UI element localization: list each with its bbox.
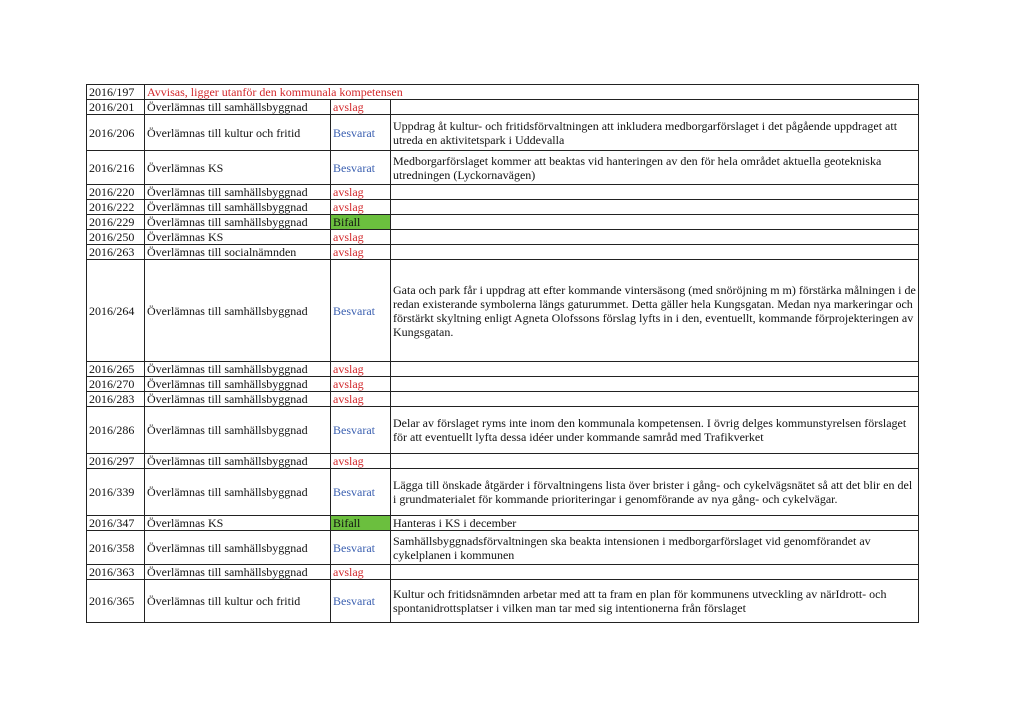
comment-text: Gata och park får i uppdrag att efter kommande vintersäsong (med snöröjning m m) förstärka målningen i de redan existerande symbolerna längs gaturummet. Detta gäller hela Kungsgatan. Medan nya markeringar och förstärkt skyltning enligt Agneta Olofssons förslag lyfts in i den, eventuellt, kommande förprojekteringen av Kungsgatan.: [391, 260, 919, 362]
table-row: [87, 115, 919, 151]
case-number: 2016/220: [87, 185, 145, 200]
comment-text: Kultur och fritidsnämnden arbetar med att ta fram en plan för kommunens utveckling av närIdrott- och spontanidrottsplatser i vilken man tar med sig intentionerna från förslaget: [391, 580, 919, 623]
case-number: 2016/365: [87, 580, 145, 623]
action-text: Överlämnas till kultur och fritid: [145, 580, 331, 623]
action-text: Överlämnas till samhällsbyggnad: [145, 100, 331, 115]
case-number: 2016/216: [87, 151, 145, 185]
case-number: 2016/347: [87, 516, 145, 531]
table-row: [87, 454, 919, 469]
table-row: [87, 469, 919, 516]
case-number: 2016/201: [87, 100, 145, 115]
action-text: Överlämnas till kultur och fritid: [145, 115, 331, 151]
comment-text: [391, 215, 919, 230]
comment-text: Samhällsbyggnadsförvaltningen ska beakta intensionen i medborgarförslaget vid genomförandet av cykelplanen i kommunen: [391, 531, 919, 565]
comment-text: [391, 362, 919, 377]
status-badge: Besvarat: [331, 260, 391, 362]
comment-text: Medborgarförslaget kommer att beaktas vid hanteringen av den för hela området aktuella geotekniska utredningen (Lyckornavägen): [391, 151, 919, 185]
case-number: 2016/222: [87, 200, 145, 215]
case-number: 2016/229: [87, 215, 145, 230]
case-number: 2016/206: [87, 115, 145, 151]
case-number: 2016/286: [87, 407, 145, 454]
action-text: Överlämnas till samhällsbyggnad: [145, 531, 331, 565]
status-badge: avslag: [331, 200, 391, 215]
status-badge: Besvarat: [331, 151, 391, 185]
status-badge: Besvarat: [331, 531, 391, 565]
action-text: Överlämnas till samhällsbyggnad: [145, 260, 331, 362]
table-row: [87, 580, 919, 623]
status-badge: Bifall: [331, 215, 391, 230]
table-row: [87, 230, 919, 245]
action-text: Överlämnas till samhällsbyggnad: [145, 565, 331, 580]
status-badge: avslag: [331, 100, 391, 115]
case-number: 2016/283: [87, 392, 145, 407]
table-row: [87, 377, 919, 392]
comment-text: [391, 454, 919, 469]
comment-text: [391, 230, 919, 245]
comment-text: [391, 245, 919, 260]
table-row: [87, 185, 919, 200]
table-row: [87, 151, 919, 185]
action-text: Överlämnas till socialnämnden: [145, 245, 331, 260]
table-row: [87, 200, 919, 215]
status-badge: avslag: [331, 362, 391, 377]
table-row: [87, 531, 919, 565]
action-text: Överlämnas KS: [145, 516, 331, 531]
comment-text: [391, 185, 919, 200]
proposal-table-body: [87, 85, 919, 623]
table-row: [87, 516, 919, 531]
action-text: Överlämnas KS: [145, 151, 331, 185]
table-row: [87, 362, 919, 377]
action-text: Överlämnas till samhällsbyggnad: [145, 215, 331, 230]
action-text: Överlämnas till samhällsbyggnad: [145, 377, 331, 392]
status-badge: avslag: [331, 565, 391, 580]
table-row: [87, 407, 919, 454]
status-badge: Bifall: [331, 516, 391, 531]
case-number: 2016/363: [87, 565, 145, 580]
status-badge: avslag: [331, 230, 391, 245]
table-row: [87, 260, 919, 362]
action-text: Överlämnas KS: [145, 230, 331, 245]
case-number: 2016/339: [87, 469, 145, 516]
status-badge: avslag: [331, 454, 391, 469]
status-badge: avslag: [331, 245, 391, 260]
comment-text: Delar av förslaget ryms inte inom den kommunala kompetensen. I övrig delges kommunstyrelsen förslaget för att eventuellt lyfta dessa idéer under kommande samråd med Trafikverket: [391, 407, 919, 454]
table-row: [87, 100, 919, 115]
comment-text: [391, 377, 919, 392]
table-row: [87, 245, 919, 260]
comment-text: [391, 200, 919, 215]
case-number: 2016/297: [87, 454, 145, 469]
table-row: [87, 392, 919, 407]
case-number: 2016/250: [87, 230, 145, 245]
status-badge: avslag: [331, 392, 391, 407]
comment-text: [391, 565, 919, 580]
table-row: [87, 565, 919, 580]
table-row: [87, 215, 919, 230]
comment-text: [391, 392, 919, 407]
action-text: Överlämnas till samhällsbyggnad: [145, 469, 331, 516]
status-badge: Besvarat: [331, 580, 391, 623]
action-text: Överlämnas till samhällsbyggnad: [145, 392, 331, 407]
case-number: 2016/264: [87, 260, 145, 362]
comment-text: Uppdrag åt kultur- och fritidsförvaltningen att inkludera medborgarförslaget i det pågående uppdraget att utreda en aktivitetspark i Uddevalla: [391, 115, 919, 151]
comment-text: [391, 100, 919, 115]
action-text: Överlämnas till samhällsbyggnad: [145, 407, 331, 454]
status-badge: Besvarat: [331, 469, 391, 516]
table-row: [87, 85, 919, 100]
action-text: Överlämnas till samhällsbyggnad: [145, 362, 331, 377]
comment-text: Lägga till önskade åtgärder i förvaltningens lista över brister i gång- och cykelvägsnätet så att det blir en del i grundmaterialet för kommande prioriteringar i genomförande av nya gång- och cykelvägar.: [391, 469, 919, 516]
action-text: Överlämnas till samhällsbyggnad: [145, 185, 331, 200]
status-badge: avslag: [331, 377, 391, 392]
status-badge: avslag: [331, 185, 391, 200]
status-badge: Besvarat: [331, 115, 391, 151]
comment-text: Hanteras i KS i december: [391, 516, 919, 531]
case-number: 2016/265: [87, 362, 145, 377]
status-badge: Besvarat: [331, 407, 391, 454]
case-number: 2016/270: [87, 377, 145, 392]
case-number: 2016/358: [87, 531, 145, 565]
case-number: 2016/263: [87, 245, 145, 260]
proposal-table: [86, 84, 919, 623]
case-number: 2016/197: [87, 85, 145, 100]
action-text: Överlämnas till samhällsbyggnad: [145, 200, 331, 215]
action-text: Överlämnas till samhällsbyggnad: [145, 454, 331, 469]
action-text: Avvisas, ligger utanför den kommunala kompetensen: [145, 85, 919, 100]
